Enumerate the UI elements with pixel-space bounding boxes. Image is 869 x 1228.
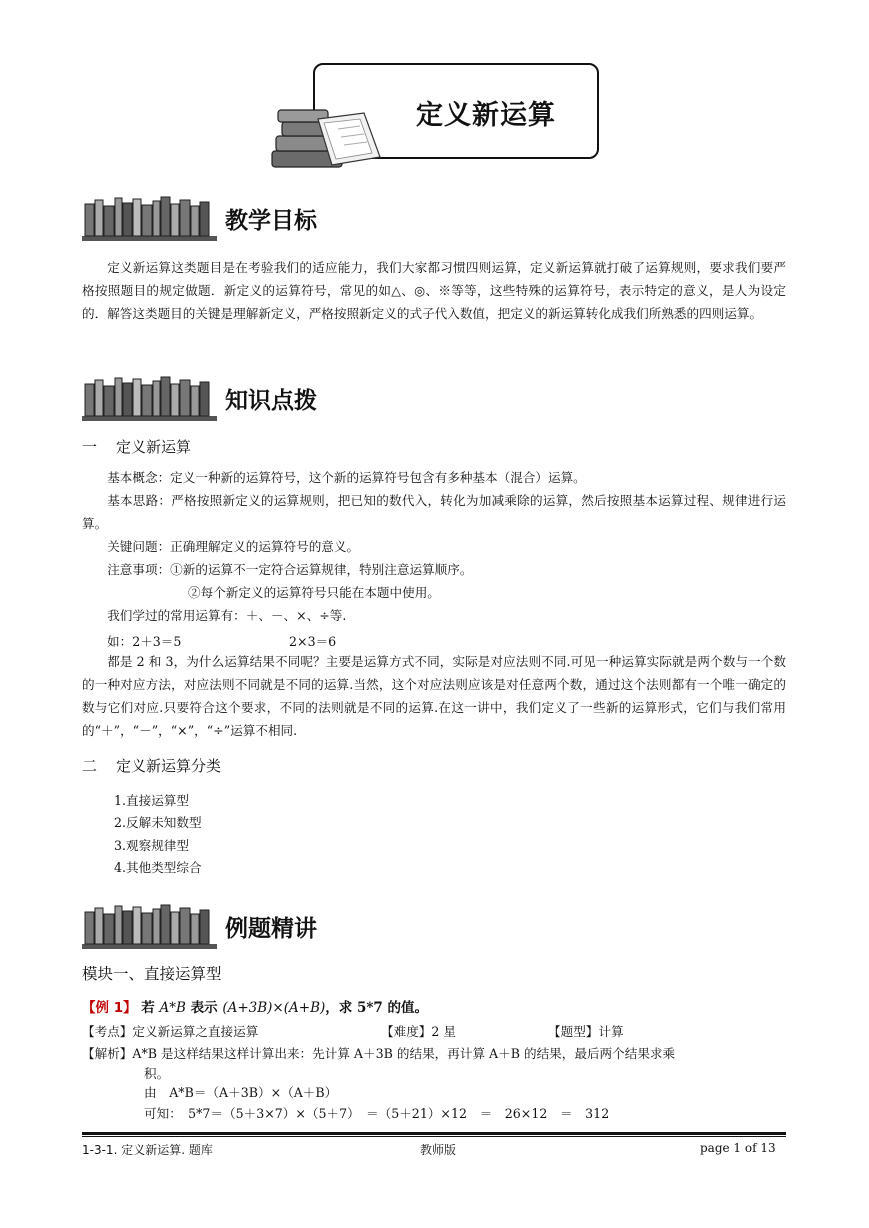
example-b: 2×3＝6 xyxy=(289,634,337,649)
solution-step-1: 由 A*B＝（A＋3B）×（A＋B） xyxy=(144,1085,338,1100)
list-item: 4.其他类型综合 xyxy=(114,860,202,875)
subheading-text: 定义新运算分类 xyxy=(116,757,222,775)
explain-paragraph: 都是 2 和 3，为什么运算结果不同呢？主要是运算方式不同，实际是对应法则不同.可见一种运算实际就是两个数与一个数的一种对应方法，对应法则不同就是不同的运算.当然，这个对应法则应该是对任意两个数，通过这个法则都有一个唯一确定的数与它们对应.只要符合这个要求，不同的法则就是不同的运算.在这一讲中，我们定义了一些新的运算形式，它们与我们常用的“＋”，“－”，“×”，“÷”运算不相同. xyxy=(82,654,786,738)
example-1-question xyxy=(82,996,428,1016)
note-line-1: 注意事项：①新的运算不一定符合运算规律，特别注意运算顺序。 xyxy=(107,562,473,577)
key-line: 关键问题：正确理解定义的运算符号的意义。 xyxy=(107,539,360,554)
subheading-number: 一 xyxy=(82,438,98,456)
question-post: ，求 5*7 的值。 xyxy=(325,1000,429,1016)
footer-page-number: page 1 of 13 xyxy=(700,1141,776,1155)
subheading-part1 xyxy=(82,436,191,457)
footer-left: 1-3-1. 定义新运算. 题库 xyxy=(82,1143,213,1157)
meta-value: 2 星 xyxy=(431,1024,456,1039)
meta-nandu xyxy=(381,1021,456,1040)
list-item: 3.观察规律型 xyxy=(114,838,189,853)
section-header-goals xyxy=(82,196,482,242)
footer-rule xyxy=(82,1132,786,1135)
meta-value: 定义新运算之直接运算 xyxy=(132,1024,259,1039)
question-formula: (A+3B)×(A+B) xyxy=(222,1000,326,1016)
meta-tag: 【解析】 xyxy=(82,1046,133,1061)
list-item: 2.反解未知数型 xyxy=(114,815,202,830)
module-heading: 模块一、直接运算型 xyxy=(82,965,222,983)
question-mid: 表示 xyxy=(190,1000,218,1016)
footer-middle: 教师版 xyxy=(420,1143,457,1157)
section-header-knowledge xyxy=(82,376,482,422)
list-item: 1.直接运算型 xyxy=(114,793,189,808)
meta-tag: 【难度】 xyxy=(381,1024,432,1039)
solution-line-2: 积。 xyxy=(144,1066,170,1081)
concept-line: 基本概念：定义一种新的运算符号，这个新的运算符号包含有多种基本（混合）运算。 xyxy=(107,470,586,485)
meta-value: 计算 xyxy=(598,1024,624,1039)
section-header-examples xyxy=(82,904,482,950)
question-pre: 若 xyxy=(141,1000,155,1016)
solution-text: A*B 是这样结果这样计算出来：先计算 A＋3B 的结果，再计算 A＋B 的结果，最后两个结果求乘 xyxy=(132,1046,676,1061)
footer-rule-thin xyxy=(82,1136,786,1137)
note-line-2: ②每个新定义的运算符号只能在本题中使用。 xyxy=(188,585,440,600)
meta-tixing xyxy=(548,1021,624,1040)
meta-kaodian xyxy=(82,1021,258,1040)
page-title: 定义新运算 xyxy=(416,100,556,131)
subheading-text: 定义新运算 xyxy=(116,438,192,456)
books-illustration-icon xyxy=(268,105,388,175)
example-a: 如：2＋3＝5 xyxy=(107,634,182,649)
meta-tag: 【考点】 xyxy=(82,1024,133,1039)
solution-step-2: 可知： 5*7＝（5＋3×7）×（5＋7） ＝（5＋21）×12 ＝ 26×12 ＝ 312 xyxy=(144,1106,610,1121)
section-title: 教学目标 xyxy=(225,208,317,234)
bookshelf-icon xyxy=(82,196,217,244)
example-tag: 【例 1】 xyxy=(82,1000,137,1016)
bookshelf-icon xyxy=(82,376,217,424)
section-title: 例题精讲 xyxy=(225,916,317,942)
solution-line-1 xyxy=(82,1043,675,1062)
subheading-number: 二 xyxy=(82,757,98,775)
goals-paragraph: 定义新运算这类题目是在考验我们的适应能力，我们大家都习惯四则运算，定义新运算就打破了运算规则，要求我们要严格按照题目的规定做题．新定义的运算符号，常见的如△、◎、※等等，这些特殊的运算符号，表示特定的意义，是人为设定的．解答这类题目的关键是理解新定义，严格按照新定义的式子代入数值，把定义的新运算转化成我们所熟悉的四则运算。 xyxy=(82,260,786,321)
question-expr: A*B xyxy=(159,1000,186,1016)
section-title: 知识点拨 xyxy=(225,388,317,414)
common-ops-line: 我们学过的常用运算有：＋、－、×、÷等. xyxy=(107,608,347,623)
bookshelf-icon xyxy=(82,904,217,952)
approach-paragraph: 基本思路：严格按照新定义的运算规则，把已知的数代入，转化为加减乘除的运算，然后按照基本运算过程、规律进行运算。 xyxy=(82,493,786,531)
subheading-part2 xyxy=(82,755,221,776)
meta-tag: 【题型】 xyxy=(548,1024,599,1039)
